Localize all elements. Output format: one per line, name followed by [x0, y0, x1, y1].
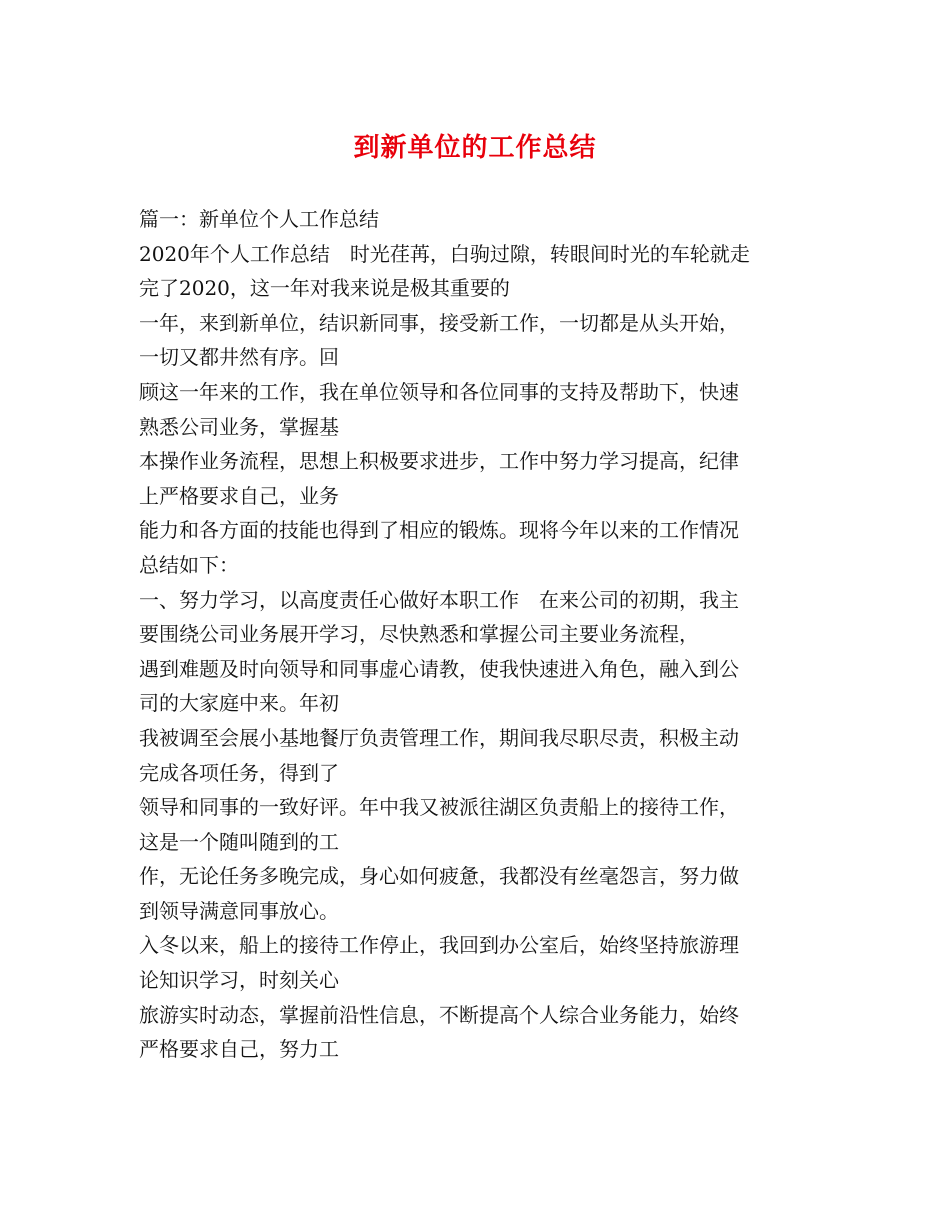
text-line: 完了2020，这一年对我来说是极其重要的 [139, 276, 510, 301]
text-line: 总结如下： [139, 552, 239, 577]
text-line: 我被调至会展小基地餐厅负责管理工作，期间我尽职尽责，积极主动 [139, 725, 739, 750]
text-line: 顾这一年来的工作，我在单位领导和各位同事的支持及帮助下，快速 [139, 379, 739, 404]
text-line: 2020年个人工作总结 时光荏苒，白驹过隙，转眼间时光的车轮就走 [139, 241, 750, 266]
document-body [139, 202, 819, 1067]
text-line: 司的大家庭中来。年初 [139, 691, 339, 716]
text-line: 领导和同事的一致好评。年中我又被派往湖区负责船上的接待工作， [139, 795, 739, 820]
text-line: 一年，来到新单位，结识新同事，接受新工作，一切都是从头开始， [139, 310, 739, 335]
text-line: 论知识学习，时刻关心 [139, 968, 339, 993]
text-line: 本操作业务流程，思想上积极要求进步，工作中努力学习提高，纪律 [139, 449, 739, 474]
text-line: 上严格要求自己，业务 [139, 483, 339, 508]
text-line: 一切又都井然有序。回 [139, 345, 339, 370]
text-line: 能力和各方面的技能也得到了相应的锻炼。现将今年以来的工作情况 [139, 518, 739, 543]
text-line: 篇一：新单位个人工作总结 [139, 207, 379, 231]
document-title: 到新单位的工作总结 [353, 133, 597, 163]
text-line: 这是一个随叫随到的工 [139, 829, 339, 854]
text-line: 要围绕公司业务展开学习，尽快熟悉和掌握公司主要业务流程， [139, 622, 699, 647]
text-line: 熟悉公司业务，掌握基 [139, 414, 339, 439]
text-line: 到领导满意同事放心。 [139, 898, 339, 923]
text-line: 入冬以来，船上的接待工作停止，我回到办公室后，始终坚持旅游理 [139, 933, 739, 958]
text-line: 作，无论任务多晚完成，身心如何疲惫，我都没有丝毫怨言，努力做 [139, 864, 739, 889]
text-line: 遇到难题及时向领导和同事虚心请教，使我快速进入角色，融入到公 [139, 656, 739, 681]
text-line: 旅游实时动态，掌握前沿性信息，不断提高个人综合业务能力，始终 [139, 1002, 739, 1027]
text-line: 严格要求自己，努力工 [139, 1037, 339, 1062]
text-line: 一、努力学习，以高度责任心做好本职工作 在来公司的初期，我主 [139, 587, 739, 612]
text-line: 完成各项任务，得到了 [139, 760, 339, 785]
